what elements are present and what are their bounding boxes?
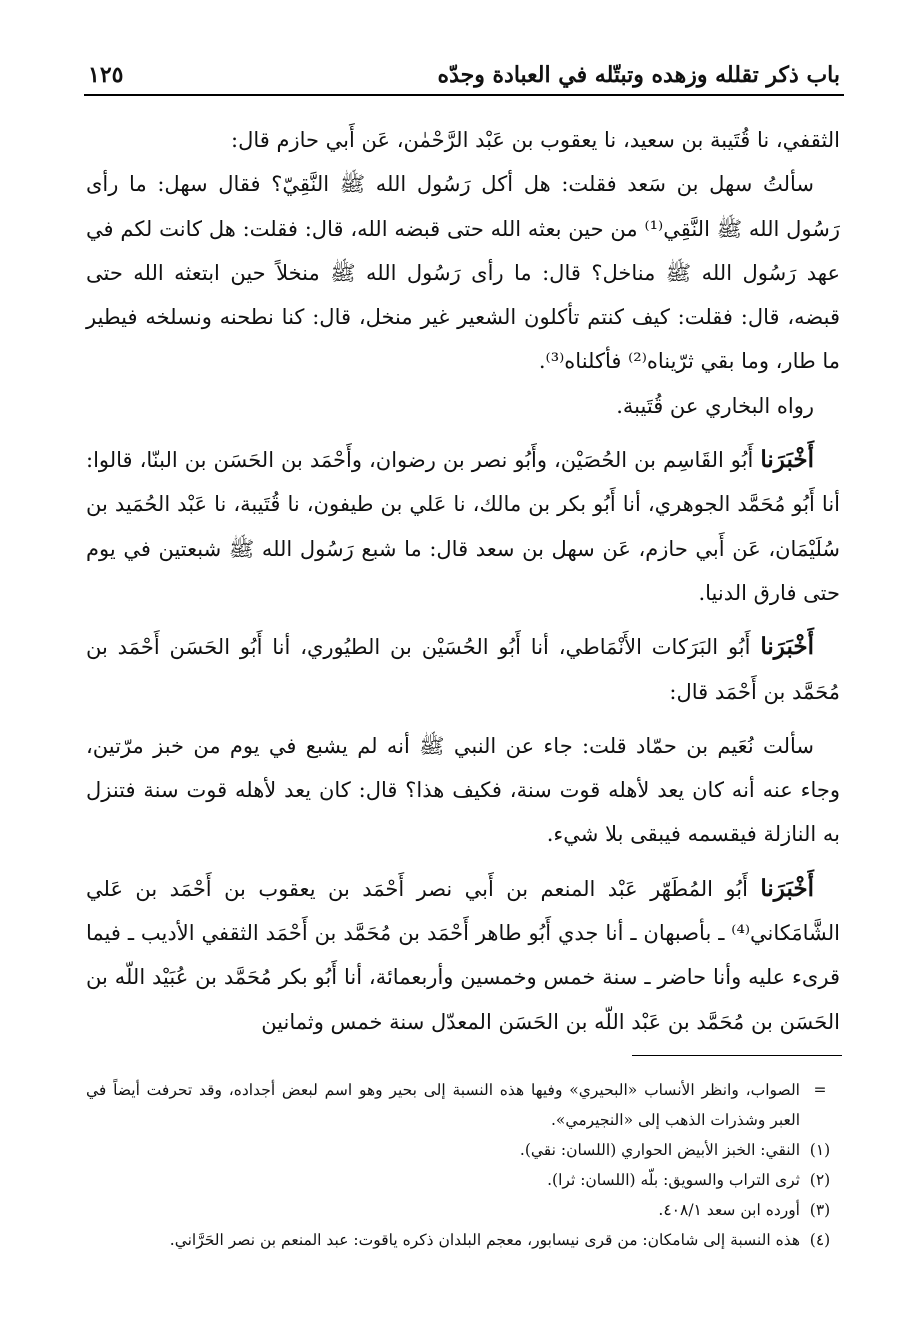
akhbarana-lead: أَخْبَرَنا xyxy=(760,874,814,902)
paragraph-2: سألتُ سهل بن سَعد فقلت: هل أكل رَسُول الله ﷺ النَّقِيّ؟ فقال سهل: ما رأى رَسُول الله ﷺ النَّقِي⁽¹⁾ من حين بعثه الله حتى قبضه الله، قال: فقلت: هل كانت لكم في عهد رَسُول الله ﷺ مناخل؟ قال: ما رأى رَسُول الله ﷺ منخلاً حين ابتعثه الله حتى قبضه، قال: فقلت: كيف كنتم تأكلون الشعير غير منخل، قال: كنا نطحنه ونسلخه فيطير ما طار، وما بقي ثرّيناه⁽²⁾ فأكلناه⁽³⁾. xyxy=(86,172,840,374)
footnote-2 xyxy=(86,1165,840,1195)
paragraph-6: سألت نُعَيم بن حمّاد قلت: جاء عن النبي ﷺ أنه لم يشبع في يوم من خبز مرّتين، وجاء عنه أنه كان يعد لأهله قوت سنة، فكيف هذا؟ قال: كان يعد لأهله قوت سنة فتنزل به النازلة فيقسمه فيبقى بلا شيء. xyxy=(86,733,840,847)
running-title: باب ذكر تقلله وزهده وتبتّله في العبادة وجدّه xyxy=(437,62,840,88)
paragraph-5-text: أَبُو البَرَكات الأَنْمَاطي، أنا أَبُو الحُسَيْن بن الطيُوري، أنا أَبُو الحَسَن أَحْمَد بن مُحَمَّد بن أَحْمَد قال: xyxy=(86,635,840,704)
paragraph-7-text: أَبُو المُطَهّر عَبْد المنعم بن أَبي نصر أَحْمَد بن يعقوب بن أَحْمَد بن عَلي الشَّامَكاني⁽⁴⁾ ـ بأصبهان ـ أنا جدي أَبُو طاهر أَحْمَد بن مُحَمَّد بن أَحْمَد الثقفي الأديب ـ فيما قرىء عليه وأنا حاضر ـ سنة خمس وخمسين وأربعمائة، أنا أَبُو بكر مُحَمَّد بن عُبَيْد اللّه بن الحَسَن بن مُحَمَّد بن عَبْد اللّه بن الحَسَن المعدّل سنة خمس وثمانين xyxy=(86,876,840,1034)
footnote-text: ثرى التراب والسويق: بلّه (اللسان: ثرا). xyxy=(547,1171,800,1189)
footnote-text: أورده ابن سعد ٤٠٨/١. xyxy=(658,1201,800,1219)
paragraph-3: رواه البخاري عن قُتَيبة. xyxy=(616,393,814,418)
footnote-text: النقي: الخبز الأبيض الحواري (اللسان: نقي). xyxy=(519,1141,800,1159)
footnote-number: (٤) xyxy=(809,1231,831,1249)
footnote-text: هذه النسبة إلى شامكان: من قرى نيسابور، معجم البلدان ذكره ياقوت: عبد المنعم بن نصر الحَرَّاني. xyxy=(169,1231,800,1249)
akhbarana-lead: أَخْبَرَنا xyxy=(760,446,815,474)
footnote-number: (٣) xyxy=(809,1201,831,1219)
footnote-text: الصواب، وانظر الأنساب «البحيري» وفيها هذه النسبة إلى بحير وهو اسم لبعض أجداده، وقد تحرفت أيضاً في العبر وشذرات الذهب إلى «النجيرمي». xyxy=(86,1081,800,1129)
footnote-4 xyxy=(86,1225,840,1255)
paragraph-4 xyxy=(86,438,840,615)
footnote-marker: = xyxy=(813,1081,827,1099)
main-text xyxy=(86,118,840,1044)
page-number: ١٢٥ xyxy=(88,62,124,88)
footnotes xyxy=(86,1075,840,1255)
running-head xyxy=(88,58,840,92)
footnote-3 xyxy=(86,1195,840,1225)
paragraph-7 xyxy=(86,867,840,1044)
paragraph-5 xyxy=(86,625,840,714)
footnote-continuation xyxy=(86,1075,840,1135)
footnote-number: (٢) xyxy=(809,1171,831,1189)
paragraph-4-text: أَبُو القَاسِم بن الحُصَيْن، وأَبُو نصر بن رضوان، وأَحْمَد بن الحَسَن بن البنّا، قالوا: أنا أَبُو مُحَمَّد الجوهري، أنا أَبُو بكر بن مالك، نا عَلي بن طيفون، نا قُتَيبة، نا عَبْد الحُمَيد بن سُلَيْمَان، عَن أَبي حازم، عَن سهل بن سعد قال: ما شبع رَسُول الله ﷺ شبعتين في يوم حتى فارق الدنيا. xyxy=(86,448,840,605)
paragraph-1: الثقفي، نا قُتَيبة بن سعيد، نا يعقوب بن عَبْد الرَّحْمٰن، عَن أَبي حازم قال: xyxy=(231,128,840,152)
akhbarana-lead: أَخْبَرَنا xyxy=(760,633,814,661)
footnote-1 xyxy=(86,1135,840,1165)
footnote-rule xyxy=(632,1055,842,1056)
footnote-number: (١) xyxy=(809,1141,831,1159)
header-rule xyxy=(84,94,844,96)
